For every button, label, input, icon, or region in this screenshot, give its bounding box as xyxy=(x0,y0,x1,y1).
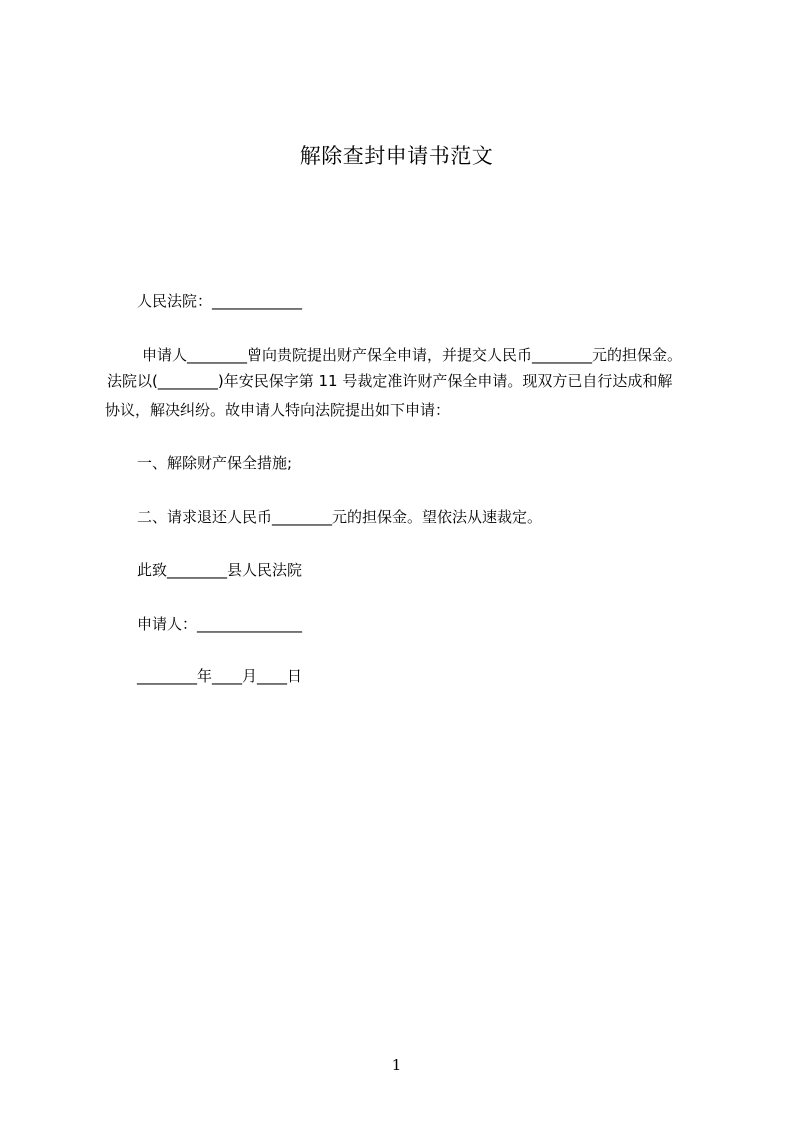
request-item-2: 二、请求退还人民币________元的担保金。望依法从速裁定。 xyxy=(137,508,543,526)
page-number: 1 xyxy=(391,1056,402,1074)
body-line-3: 协议，解决纠纷。故申请人特向法院提出如下申请： xyxy=(105,401,451,419)
addressee-line: 人民法院：____________ xyxy=(137,292,303,310)
document-title: 解除查封申请书范文 xyxy=(299,144,494,168)
applicant-signature-line: 申请人：______________ xyxy=(137,615,303,633)
request-item-1: 一、解除财产保全措施; xyxy=(137,454,293,472)
closing-line: 此致________县人民法院 xyxy=(137,561,303,579)
date-line: ________年____月____日 xyxy=(137,667,303,685)
body-line-2: 法院以(________)年安民保字第 11 号裁定准许财产保全申请。现双方已自行达成和解 xyxy=(107,372,673,390)
body-line-1: 申请人________曾向贵院提出财产保全申请，并提交人民币________元的担保金。 xyxy=(142,346,683,364)
